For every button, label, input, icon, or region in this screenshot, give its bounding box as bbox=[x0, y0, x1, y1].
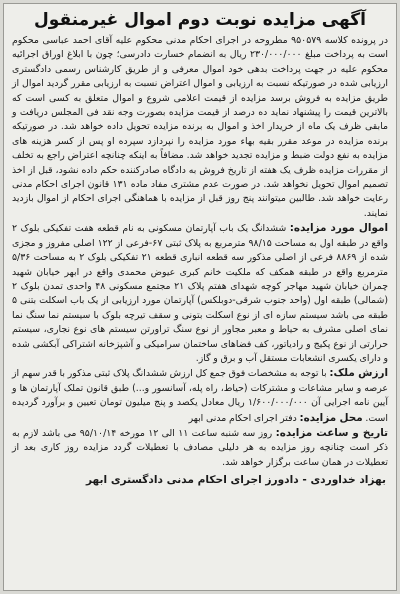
datetime-label: تاریخ و ساعت مزایده: bbox=[275, 426, 389, 439]
valuation-label: ارزش ملک: bbox=[329, 367, 389, 380]
notice-body bbox=[4, 34, 396, 470]
valuation-section bbox=[12, 366, 388, 426]
datetime-section bbox=[12, 426, 388, 470]
notice-title: آگهی مزایده نوبت دوم اموال غیرمنقول bbox=[34, 10, 366, 30]
signature-line: بهزاد خداوردی - دادورز اجرای احکام مدنی دادگستری ابهر bbox=[85, 474, 386, 487]
datetime-text: روز سه شنبه ساعت ۱۱ الی ۱۲ مورخه ۹۵/۱۰/۱۴ می باشد لازم به ذکر است چنانچه روز مزایده به هر دلیلی مصادف با تعطیلات گردد مزایده روز کاری بعد از تعطیلات در همان ساعت برگزار خواهد شد. bbox=[12, 427, 388, 468]
location-text: دفتر اجرای احکام مدنی ابهر bbox=[188, 412, 297, 424]
intro-paragraph: در پرونده کلاسه ۹۵۰۵۷۹ مطروحه در اجرای احکام مدنی محکوم علیه آقای احمد عباسی محکوم است به پرداخت مبلغ ۲۳۰/۰۰۰/۰۰۰ ریال به انضمام خسارت دادرسی؛ چون با ابلاغ اوراق اجرائیه محکوم علیه در جهت پرداخت بدهی خود اموال معرفی و از طریق کارشناس رسمی دادگستری ارزیابی شده در صورتیکه نسبت به ارزیابی و اموال اعتراض نسبت به ارزیابی مقرر گردید اموال از طریق مزایده به فروش برسد مزایده از قیمت اعلامی شروع و اموال متعلق به کسی است که بالاترین قیمت را پیشنهاد نماید ده درصد از قیمت مزایده بصورت وجه نقد فی المجلس دریافت و مابقی ظرف یک ماه از خریدار اخذ و اموال به برنده مزایده تحویل داده خواهد شد. در صورتیکه برنده مزایده در موعد مقرر بقیه بهاء مورد مزایده را نپردازد سپرده او پس از کسر هزینه های مزایده به نفع دولت ضبط و مزایده تجدید خواهد شد. مضافاً به اینکه چنانچه اعتراض راجع به تخلف از مقررات مزایده ظرف یک هفته از تاریخ فروش به دادگاه صادرکننده حکم داده نشود، قبل از اخذ تصمیم اموال تحویل نخواهد شد. در صورت عدم مشتری مفاد ماده ۱۳۱ قانون اجرای احکام مدنی رعایت خواهد شد. طالبین میتوانند پنج روز قبل از مزایده با هماهنگی اجرای احکام از اموال بازدید نمایند. bbox=[12, 35, 389, 219]
property-section bbox=[12, 221, 388, 366]
property-label: اموال مورد مزایده: bbox=[289, 222, 389, 235]
property-text: ششدانگ یک باب آپارتمان مسکونی به نام قطعه هفت تفکیکی بلوک ۲ واقع در طبقه اول به مساحت ۹۸/۱۵ مترمربع به پلاک ثبتی ۶۷-فرعی از ۱۲۲ اصلی مفروز و مجزی شده از ۸۸۶۹ فرعی از اصلی مذکور سه قطعه انباری قطعه ۲۱ تفکیکی بلوک ۲ به مساحت ۵/۳۶ مترمربع واقع در طبقه همکف که ملکیت خانم کبری عیوض محمدی واقع در ابهر خیابان شهید چمران خیابان شهید مهاجر کوچه شهدای هفتم پلاک ۲۱ مجتمع مسکونی ۴۸ واحدی تمدن بلوک ۲ (شمالی) طبقه اول (واحد جنوب شرقی-دوبلکس) آپارتمان مورد ارزیابی از یک باب اسکلت بتنی ۵ طبقه می باشد سیستم سازه ای از نوع اسکلت بتونی و سقف تیرچه بلوک با سیستم نما سنگ نما نمای اصلی مشرف به حیاط و معبر مجاور از نوع سنگ تراورتن سیستم های نوع نجاری، سیستم حرارتی از نوع پکیج و رادیاتور، کف فضاهای ساختمان سرامیکی و آشپزخانه اشتراکی آبکشی شده و دارای یکسری انشعابات مستقل آب و برق و گاز. bbox=[12, 223, 388, 364]
location-label: محل مزایده: bbox=[299, 411, 363, 424]
valuation-text: با توجه به مشخصات فوق جمع کل ارزش ششدانگ پلاک ثبتی مذکور با قدر سهم از عرصه و سایر مشاعات و مشترکات (حیاط، راه پله، آسانسور و...) طبق قانون تملک آپارتمان ها و آیین نامه اجرایی آن ۱/۶۰۰/۰۰۰/۰۰۰ ریال معادل یکصد و پنج میلیون تومان تعیین و برآورد گردیده است. bbox=[12, 368, 388, 424]
notice-sheet bbox=[3, 3, 397, 591]
